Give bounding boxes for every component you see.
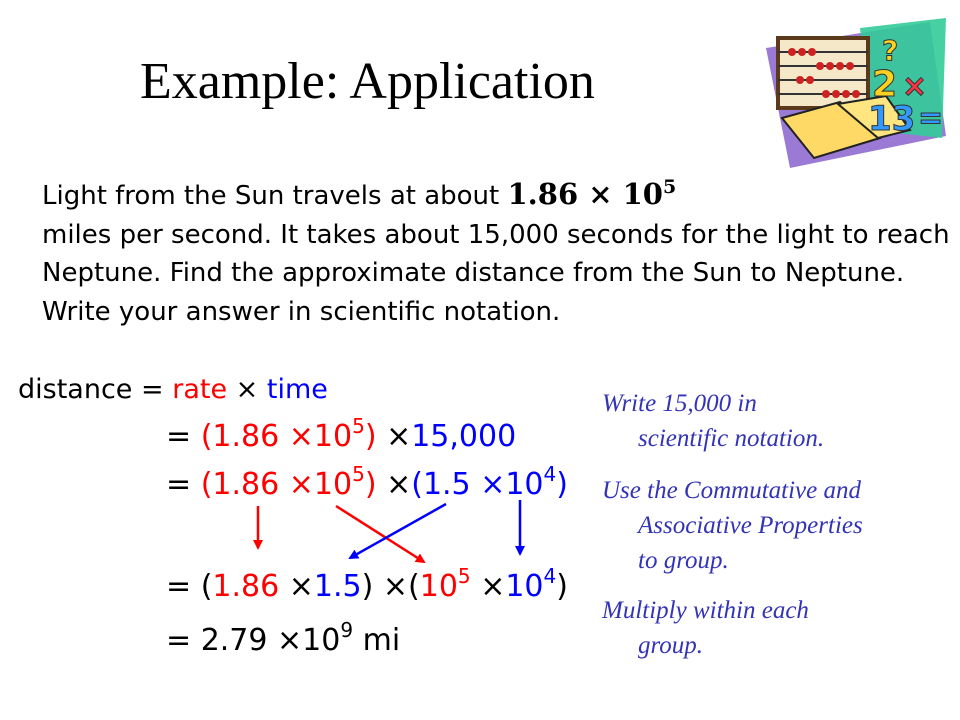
ten: 10 [419,569,458,604]
exp-4: 4 [543,564,557,588]
exp-5: 5 [352,462,365,486]
red-arrow-diagonal [336,506,424,562]
exp-4: 4 [543,462,557,486]
step2-time: $(1.5 \times 10^4)$ [411,462,568,502]
step1-rate: $(1.86 \times 10^5)$ [200,414,377,454]
formula-times: × [235,374,259,405]
power-105 [419,564,471,604]
ten: 10 [313,467,353,502]
note-line: Use the Commutative and [602,477,861,504]
note-properties [602,473,863,578]
slide-title: Example: Application [140,53,595,110]
svg-text:=: = [918,101,944,136]
formula-time: time [266,374,328,405]
equals-sign: = [166,419,192,454]
step1-time: 15,000 [411,419,517,454]
equals-sign: = [166,569,192,604]
rate-value: $1.86 \times 10^5$ [507,176,677,211]
note-line: Write 15,000 in [602,390,757,417]
step3-powers: $(10^5 \times 10^4)$ [408,564,568,604]
step-3 [166,564,568,604]
svg-text:13: 13 [868,99,916,139]
note-write-scientific [602,386,824,456]
problem-body: miles per second. It takes about 15,000 seconds for the light to reach Neptune. Find the approximate distance from the Sun to Neptune. Write your answer in scientific notation. [42,219,950,327]
equals-sign: = [166,467,192,502]
result-unit: mi [362,623,401,658]
svg-text:?: ? [882,34,899,67]
times-sign: × [382,569,409,604]
ten: 10 [505,569,544,604]
blue-arrow-diagonal [350,504,446,558]
times-sign: × [386,467,412,502]
formula-lhs: distance = [18,374,164,405]
ten: 10 [313,419,353,454]
svg-text:×: × [902,69,928,104]
exp-5: 5 [457,564,471,588]
rate-coefficient: 1.86 [507,177,579,211]
coef-186: 1.86 [212,419,280,454]
step2-rate: $(1.86 \times 10^5)$ [200,462,377,502]
step3-coefs: (1.86 ×1.5) [200,569,374,604]
exp-5: 5 [352,414,365,438]
times-sign: × [386,419,412,454]
formula-rate: rate [172,374,228,405]
ten: 10 [505,467,544,502]
ten: 10 [302,623,341,658]
note-multiply [602,593,809,663]
note-line: group. [638,632,704,659]
problem-intro: Light from the Sun travels at about [42,181,500,211]
result-exponent: 9 [340,618,354,642]
note-line: scientific notation. [638,425,825,452]
coef-186: 1.86 [212,569,280,604]
result-coefficient: 2.79 [200,623,268,658]
equals-sign: = [166,623,192,658]
coef-15: 1.5 [313,569,362,604]
rate-exponent: 5 [663,176,677,198]
note-line: to group. [638,547,729,574]
coef-15: 1.5 [422,467,471,502]
note-line: Associative Properties [638,512,863,539]
power-104 [505,564,557,604]
step-4-result: = $2.79 \times 10^9$ mi [166,618,401,658]
svg-text:2: 2 [872,64,898,105]
note-line: Multiply within each [602,597,809,624]
coef-186: 1.86 [212,467,280,502]
